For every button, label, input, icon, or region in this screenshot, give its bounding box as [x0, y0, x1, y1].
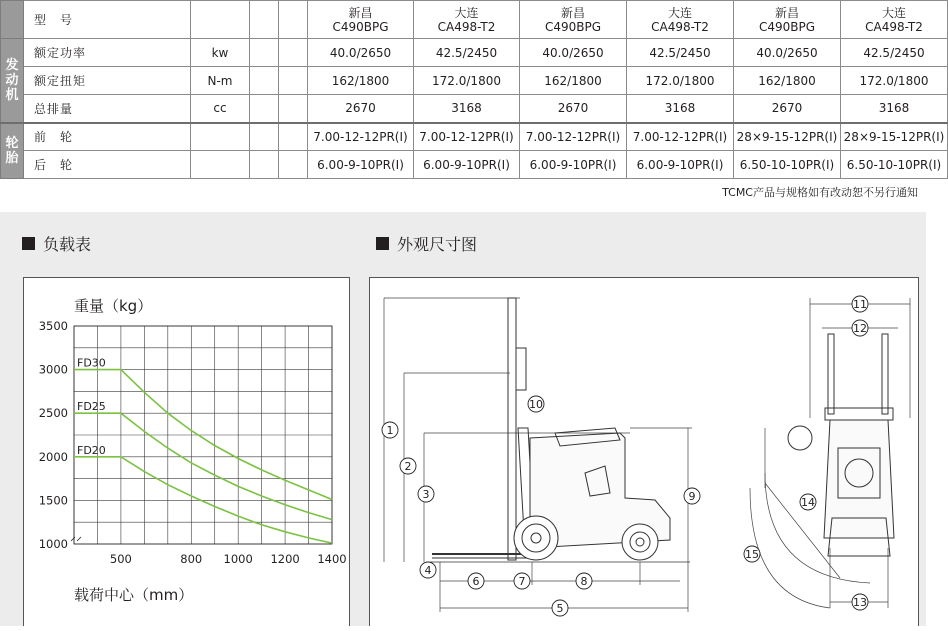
row-name: 额定功率 [24, 39, 191, 67]
model-header-4: 大连 CA498-T2 [627, 1, 734, 39]
table-cell: 6.50-10-10PR(I) [734, 151, 841, 179]
table-cell: 162/1800 [734, 67, 841, 95]
table-cell: 7.00-12-12PR(I) [308, 123, 414, 151]
table-cell: 3168 [841, 95, 948, 123]
table-cell: 40.0/2650 [734, 39, 841, 67]
dimension-number-6: 6 [472, 575, 480, 588]
table-cell: 6.50-10-10PR(I) [841, 151, 948, 179]
disclaimer-notice: TCMC产品与规格如有改动恕不另行通知 [722, 186, 918, 199]
table-cell: 7.00-12-12PR(I) [520, 123, 627, 151]
row-name: 后 轮 [24, 151, 191, 179]
spec-table [0, 0, 948, 179]
table-cell: 6.00-9-10PR(I) [627, 151, 734, 179]
table-cell: 162/1800 [308, 67, 414, 95]
dimension-number-13: 13 [853, 596, 867, 609]
engine-group-label: 发动机 [1, 39, 24, 123]
series-line-fd30 [74, 370, 332, 500]
y-axis-label: 重量（kg） [74, 297, 153, 315]
table-cell: 2670 [734, 95, 841, 123]
table-row [1, 123, 948, 151]
table-row [1, 95, 948, 123]
dimension-number-2: 2 [404, 460, 412, 473]
x-tick-label: 800 [180, 552, 203, 566]
table-cell: 40.0/2650 [308, 39, 414, 67]
table-cell: 40.0/2650 [520, 39, 627, 67]
table-cell: 42.5/2450 [841, 39, 948, 67]
dimension-number-7: 7 [518, 575, 526, 588]
table-cell: 6.00-9-10PR(I) [308, 151, 414, 179]
model-header-5: 新昌 C490BPG [734, 1, 841, 39]
y-tick-label: 1000 [38, 537, 68, 551]
dimension-number-14: 14 [801, 496, 815, 509]
axis-break-mark [71, 537, 81, 541]
forklift-side-view [430, 298, 690, 562]
x-tick-label: 1400 [317, 552, 347, 566]
load-chart [24, 278, 349, 627]
table-header-row [1, 1, 948, 39]
x-tick-label: 1200 [270, 552, 300, 566]
table-cell: 28×9-15-12PR(I) [734, 123, 841, 151]
series-label-fd25: FD25 [77, 400, 106, 414]
table-cell: 172.0/1800 [414, 67, 520, 95]
y-tick-label: 2500 [38, 406, 68, 421]
dimension-number-3: 3 [422, 488, 430, 501]
dimension-number-15: 15 [745, 548, 759, 561]
model-header-3: 新昌 C490BPG [520, 1, 627, 39]
load-chart-title: 负载表 [22, 232, 91, 255]
table-cell: 3168 [414, 95, 520, 123]
x-axis-label: 载荷中心（mm） [74, 586, 194, 604]
table-cell: 162/1800 [520, 67, 627, 95]
table-cell: 172.0/1800 [627, 67, 734, 95]
row-unit: cc [191, 95, 250, 123]
dimension-number-5: 5 [556, 602, 564, 615]
model-header-1: 新昌 C490BPG [308, 1, 414, 39]
table-cell: 42.5/2450 [414, 39, 520, 67]
table-cell: 6.00-9-10PR(I) [414, 151, 520, 179]
forklift-top-view [788, 334, 894, 556]
dimension-number-4: 4 [424, 564, 432, 577]
table-row [1, 151, 948, 179]
y-tick-label: 2000 [38, 449, 68, 464]
dimension-number-9: 9 [688, 490, 696, 503]
row-unit [191, 123, 250, 151]
series-label-fd20: FD20 [77, 443, 106, 457]
dimension-number-8: 8 [580, 575, 588, 588]
table-cell: 172.0/1800 [841, 67, 948, 95]
table-cell: 28×9-15-12PR(I) [841, 123, 948, 151]
header-label: 型 号 [24, 1, 191, 39]
load-chart-panel [23, 277, 350, 626]
chart-series [74, 357, 332, 543]
x-tick-label: 500 [109, 552, 132, 566]
table-row [1, 39, 948, 67]
dimension-diagram-title: 外观尺寸图 [376, 232, 477, 255]
row-unit [191, 151, 250, 179]
series-label-fd30: FD30 [77, 356, 106, 370]
row-unit: N-m [191, 67, 250, 95]
row-name: 总排量 [24, 95, 191, 123]
dimension-number-12: 12 [853, 322, 867, 335]
dimension-number-10: 10 [529, 398, 543, 411]
table-cell: 7.00-12-12PR(I) [414, 123, 520, 151]
series-line-fd25 [74, 413, 332, 519]
chart-grid [74, 326, 332, 544]
table-cell: 7.00-12-12PR(I) [627, 123, 734, 151]
y-tick-label: 1500 [38, 493, 68, 508]
table-cell: 6.00-9-10PR(I) [520, 151, 627, 179]
model-header-6: 大连 CA498-T2 [841, 1, 948, 39]
model-header-2: 大连 CA498-T2 [414, 1, 520, 39]
table-cell: 42.5/2450 [627, 39, 734, 67]
y-tick-label: 3000 [38, 362, 68, 377]
table-cell: 2670 [520, 95, 627, 123]
x-tick-label: 1000 [223, 552, 253, 566]
header-group-cell [1, 1, 24, 39]
row-name: 额定扭矩 [24, 67, 191, 95]
tire-group-label: 轮胎 [1, 123, 24, 179]
table-cell: 2670 [308, 95, 414, 123]
square-bullet-icon [22, 237, 35, 250]
dimension-number-11: 11 [853, 298, 867, 311]
row-unit: kw [191, 39, 250, 67]
row-name: 前 轮 [24, 123, 191, 151]
table-cell: 3168 [627, 95, 734, 123]
forklift-dimension-drawing [370, 278, 918, 627]
table-row [1, 67, 948, 95]
square-bullet-icon [376, 237, 389, 250]
dimension-diagram-panel [369, 277, 919, 626]
dimension-number-1: 1 [386, 424, 394, 437]
y-tick-label: 3500 [38, 319, 68, 333]
